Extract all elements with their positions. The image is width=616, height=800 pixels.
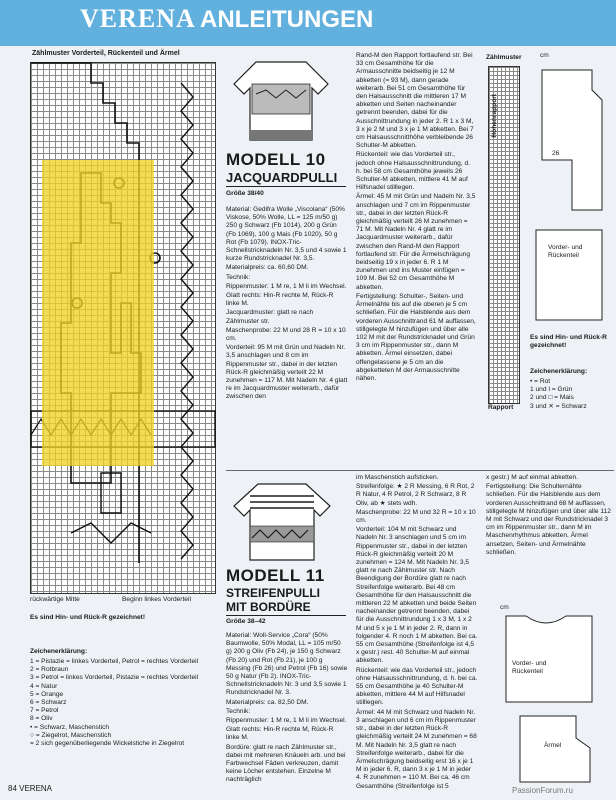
paragraph: Ärmel: 44 M mit Schwarz und Nadeln Nr. 3 anschlagen und 6 cm im Rippenmuster str., dabei in der letzten Rück-R gleichmäßig verteilt 24 M zunehmen = 68 M. Mit Nadeln Nr. 3,5 glatt re nach Streifenfolge weiterarb., dabei für die Ärmelschrägung beidseitig erst 16 x je 1 M in jeder 6. R, dann 3 x je 1 M in jeder 4. R zunehmen = 110 M. Bei ca. 46 cm Gesamthöhe (Streifenfolge ist 5 — [356, 708, 477, 790]
paragraph: Vorderteil: 104 M mit Schwarz und Nadeln Nr. 3 anschlagen und 5 cm im Rippenmuster str., dabei in der letzten Rück-R gleichmäßig verteilt 20 M zunehmen = 124 M. Mit Nadeln Nr. 3,5 glatt re nach Zählmuster str. Nach Beendigung der Bordüre glatt re nach Streifenfolge weiterarb. Bei 48 cm Gesamthöhe für den Halsausschnitt die mittleren 22 M abketten und beide Seiten nacheinander getrennt beenden, dabei für die Ausschnittrundung 1 x 3 M, 1 x 2 M und 5 x je 1 M in jeder 2. R, dann in folgender 4. R noch 1 M abketten. Bei ca. 55 cm Gesamthöhe (Streifenfolge ist 4,5 x gestr.) rest. 40 Schulter-M auf einmal abketten. — [356, 526, 478, 665]
paragraph: Rückenteil: wie das Vorderteil str., jedoch ohne Halsausschnittrundung, d. h. bei 58 cm Gesamthöhe jeweils 26 Schulter-M abketten, mittlere 41 M auf Hilfsnadel stilllegen. — [356, 151, 471, 192]
legend-item: 2 und □ = Mais — [530, 394, 574, 402]
sketch-top-dim: cm — [540, 52, 549, 59]
chart-note: Es sind Hin- und Rück-R gezeichnet! — [30, 614, 146, 621]
legend-item: 3 und ✕ = Schwarz — [530, 402, 587, 410]
sketch-top — [532, 60, 612, 330]
legend-item: 8 = Oliv — [30, 715, 53, 723]
model11-subtitle1: STREIFENPULLI — [226, 586, 321, 600]
legend-item: 1 = Pistazie = linkes Vorderteil, Petrol = rechtes Vorderteil — [30, 658, 199, 665]
chart-title: Zählmuster Vorderteil, Rückenteil und Ärmel — [32, 50, 180, 57]
right-chart-bottom-label: Rapport — [488, 404, 514, 411]
brand-logo: VERENA — [80, 4, 196, 33]
paragraph: im Maschenstich aufsticken. — [356, 474, 439, 481]
paragraph: Rippenmuster: 1 M re, 1 M li im Wechsel. — [226, 717, 347, 725]
legend-item: • = Schwarz, Maschenstich — [30, 723, 110, 731]
legend-item: • = Rot — [530, 378, 551, 385]
paragraph: Streifenfolge: ★ 2 R Messing, 6 R Rot, 2 R Natur, 4 R Petrol, 2 R Schwarz, 8 R Oliv, ab ★ stets wdh. — [356, 483, 475, 507]
paragraph: Glatt rechts: Hin-R rechte M, Rück-R linke M. — [226, 726, 334, 742]
rule — [226, 186, 346, 187]
legend-list — [30, 658, 218, 748]
paragraph: Maschenprobe: 22 M und 32 R = 10 x 10 cm. — [356, 508, 476, 525]
paragraph: Jacquardmuster: glatt re nach Zählmuster str. — [226, 309, 314, 325]
model10-text-col2 — [356, 52, 476, 466]
sketch-bottom-body-label: Vorder- und Rückenteil — [512, 660, 547, 676]
model11-text-col2 — [356, 474, 478, 790]
sweater-10-illustration — [226, 54, 336, 146]
model10-size: Größe 38/40 — [226, 190, 264, 197]
paragraph: Maschenprobe: 22 M und 28 R = 10 x 10 cm. — [226, 326, 346, 343]
right-legend-list — [530, 378, 614, 411]
chart-label-back-center: rückwärtige Mitte — [30, 596, 80, 603]
sketch-bottom — [496, 612, 612, 788]
legend-item: 5 = Orange — [30, 690, 64, 698]
paragraph: Materialpreis: ca. 60,60 DM. — [226, 264, 309, 272]
right-legend-title: Zeichenerklärung: — [530, 368, 588, 375]
sketch-bottom-sleeve-label: Ärmel — [544, 742, 562, 749]
model10-subtitle: JACQUARDPULLI — [226, 170, 338, 185]
page-number: 84 VERENA — [8, 784, 53, 793]
paragraph: Rippenmuster: 1 M re, 1 M li im Wechsel. — [226, 282, 347, 290]
right-chart-note: Es sind Hin- und Rück-R gezeichnet! — [530, 334, 607, 350]
model10-title: MODELL 10 — [226, 150, 326, 169]
paragraph: Rückenteil: wie das Vorderteil str., jedoch ohne Halsausschnittrundung, d. h. bei ca. 55 cm Gesamthöhe je 40 Schulter-M abketten, mittlere 44 M auf Hilfsnadel stilllegen. — [356, 666, 478, 707]
model11-text-col1 — [226, 632, 348, 784]
paragraph: Vorderteil: 95 M mit Grün und Nadeln Nr. 3,5 anschlagen und 8 cm im Rippenmuster str., dabei in der letzten Rück-R gleichmäßig verteilt 22 M zunehmen = 117 M. Mit Nadeln Nr. 4 glatt re im Jacquardmuster weiterarb., dafür zwischen den — [226, 344, 348, 401]
model11-text-col3 — [486, 474, 612, 604]
legend-item: 2 = Rotbraun — [30, 666, 69, 674]
legend-item: 6 = Schwarz — [30, 699, 67, 707]
paragraph: Ärmel: 45 M mit Grün und Nadeln Nr. 3,5 anschlagen und 7 cm im Rippenmuster str., dabei in der letzten Rück-R gleichmäßig verteilt 26 M zunehmen = 71 M. Mit Nadeln Nr. 4 glatt re im Jacquardmuster weiterarb., dafür zwischen den Rand-M den Rapport fortlaufend str. Für die Ärmelschrägung beidseitig 19 x in jeder 6. R 1 M zunehmen und ins Muster einfügen = 109 M. Bei 52 cm Gesamthöhe M abketten. — [356, 193, 476, 291]
page-header — [0, 0, 616, 46]
sketch-bottom-dim: cm — [500, 604, 509, 611]
paragraph: x gestr.) M auf einmal abketten. — [486, 474, 578, 481]
legend-title: Zeichenerklärung: — [30, 648, 88, 655]
sketch-sleeve-label: 26 — [552, 150, 560, 157]
right-chart-rapport-label: Höhenrapport — [491, 94, 498, 138]
paragraph: Technik: — [226, 273, 251, 281]
chart-highlight — [42, 160, 154, 466]
section-divider — [226, 470, 614, 471]
right-chart-title: Zählmuster — [486, 54, 522, 61]
model10-text-col1 — [226, 206, 348, 466]
model11-title: MODELL 11 — [226, 566, 325, 585]
watermark: PassionForum.ru — [512, 786, 573, 795]
legend-item: 1 und ǀ = Grün — [530, 386, 573, 394]
sketch-body-label: Vorder- und Rückenteil — [548, 244, 583, 260]
paragraph: Fertigstellung: Die Schulternähte schließen. Für die Halsblende aus dem vorderen Ausschnittrand 68 M auffassen, stillgelegte M hinzufügen und über alle 112 M mit Schwarz und der Rundstricknadel 3 cm im Rippenmuster str., dann M im Maschenrhythmus abketten. Ärmel ansetzen, Seiten- und Ärmelnähte schließen. — [486, 483, 611, 556]
paragraph: Material: Woll-Service „Cora“ (50% Baumwolle, 50% Modal, LL = 105 m/50 g) 200 g Oliv (Fb 24), je 150 g Schwarz (Fb 20) und Rot (Fb 21), je 100 g Messing (Fb 26) und Petrol (Fb 16) sowie 50 g Natur (Fb 2). INOX-Tric-Schnellstricknadeln Nr. 3 und 3,5 sowie 1 Rundstricknadel Nr. 3. — [226, 632, 348, 697]
legend-item: ○ = Ziegelrot, Maschenstich — [30, 731, 112, 739]
sweater-11-illustration — [226, 478, 338, 564]
paragraph: Technik: — [226, 707, 251, 715]
legend-item: 3 = Petrol = linkes Vorderteil, Pistazie = rechtes Vorderteil — [30, 674, 199, 682]
model11-size: Größe 38–42 — [226, 618, 266, 625]
section-title: ANLEITUNGEN — [200, 6, 374, 33]
legend-item: 7 = Petrol — [30, 707, 59, 715]
paragraph: Material: Gedifra Wolle „Viscolana“ (50% Viskose, 50% Wolle, LL = 125 m/50 g) 250 g Schwarz (Fb 1014), 200 g Grün (Fb 1069), 100 g Mais (Fb 1020), 50 g Rot (Fb 1079). INOX-Tric-Schnellstricknadeln Nr. 3,5 und 4 sowie 1 kurze Rundstricknadel Nr. 3,5. — [226, 206, 347, 263]
paragraph: Rand-M den Rapport fortlaufend str. Bei 33 cm Gesamthöhe für die Armausschnitte beidseitig je 12 M abketten (= 93 M), dann gerade weiterarb. Bei 51 cm Gesamthöhe für den Halsausschnitt die mittleren 17 M abketten und Seiten nacheinander getrennt beenden, dabei für die Ausschnittrundung in jeder 2. R 1 x 3 M, 3 x je 2 M und 3 x je 1 M abketten. Bei 7 cm Halsausschnitthöhe verbleibende 26 Schulter-M abketten. — [356, 52, 474, 150]
chart-label-front-start: Beginn linkes Vorderteil — [122, 596, 191, 603]
paragraph: Glatt rechts: Hin-R rechte M, Rück-R linke M. — [226, 292, 334, 308]
model11-subtitle2: MIT BORDÜRE — [226, 600, 311, 614]
paragraph: Materialpreis: ca. 82,50 DM. — [226, 698, 309, 706]
paragraph: Fertigstellung: Schulter-, Seiten- und Ärmelnähte bis auf die oberen je 5 cm schließen. Für die Halsblende aus dem vorderen Ausschnittrand 61 M auffassen, stillgelegte M hinzufügen und über alle 102 M mit der Rundstricknadel und Grün 3 cm im Rippenmuster str., dann M abketten. Ärmel einsetzen, dabei offengelassene je 5 cm an die abgeketteten M der Armausschnitte nähen. — [356, 292, 476, 382]
rule — [226, 615, 346, 616]
legend-item: 4 = Natur — [30, 682, 58, 690]
legend-item: = 2 sich gegenüberliegende Wickelstiche in Ziegelrot — [30, 740, 185, 748]
paragraph: Bordüre: glatt re nach Zählmuster str., dabei mit mehreren Knäueln arb. und bei Farbwechsel Fäden verkreuzen, damit keine Löcher entstehen. Einzelne M nachträglich — [226, 743, 346, 784]
